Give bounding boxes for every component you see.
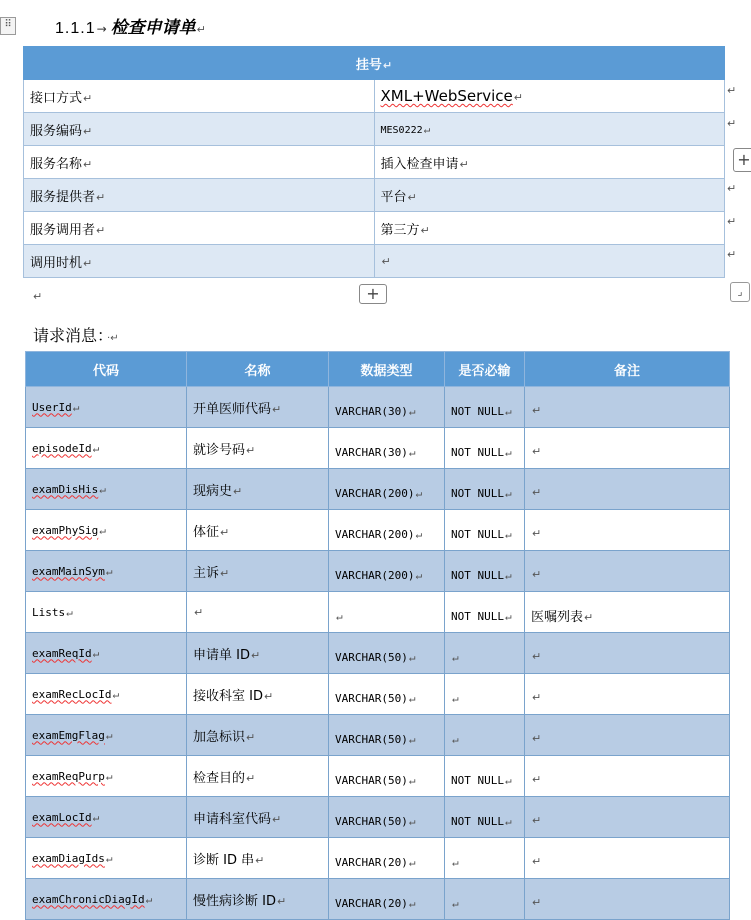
service-key-cell[interactable]: 服务调用者↵: [24, 212, 375, 245]
cell-required[interactable]: ↵: [445, 674, 525, 715]
service-key-cell[interactable]: 服务编码↵: [24, 113, 375, 146]
table-row: [26, 510, 730, 551]
cell-required[interactable]: ↵: [445, 879, 525, 920]
service-value-cell[interactable]: MES0222↵: [374, 113, 725, 146]
section-heading: [55, 16, 206, 40]
cell-note[interactable]: ↵: [525, 715, 730, 756]
cell-required[interactable]: NOT NULL↵: [445, 469, 525, 510]
cell-name[interactable]: 现病史↵: [187, 469, 329, 510]
service-value-cell[interactable]: 平台↵: [374, 179, 725, 212]
table-row: [26, 715, 730, 756]
cell-code[interactable]: examDiagIds↵: [26, 838, 187, 879]
cell-type[interactable]: ↵: [329, 592, 445, 633]
paragraph-mark: ↵: [196, 23, 206, 36]
cell-required[interactable]: ↵: [445, 715, 525, 756]
cell-note[interactable]: ↵: [525, 428, 730, 469]
cell-name[interactable]: 申请科室代码↵: [187, 797, 329, 838]
table-row: [26, 797, 730, 838]
cell-type[interactable]: VARCHAR(50)↵: [329, 715, 445, 756]
service-table-header: 挂号↵: [24, 47, 725, 80]
add-column-button[interactable]: +: [733, 148, 751, 172]
cell-required[interactable]: NOT NULL↵: [445, 387, 525, 428]
cell-type[interactable]: VARCHAR(50)↵: [329, 797, 445, 838]
table-row: [26, 428, 730, 469]
table-row: [26, 633, 730, 674]
cell-note[interactable]: ↵: [525, 838, 730, 879]
table-row: [26, 756, 730, 797]
cell-type[interactable]: VARCHAR(200)↵: [329, 510, 445, 551]
cell-name[interactable]: 申请单 ID↵: [187, 633, 329, 674]
cell-name[interactable]: 诊断 ID 串↵: [187, 838, 329, 879]
table-row: [26, 674, 730, 715]
column-header-type[interactable]: 数据类型: [329, 352, 445, 387]
cell-type[interactable]: VARCHAR(30)↵: [329, 387, 445, 428]
column-header-required[interactable]: 是否必输: [445, 352, 525, 387]
row-end-mark: ↵: [727, 248, 737, 261]
service-value-cell[interactable]: 第三方↵: [374, 212, 725, 245]
service-key-cell[interactable]: 服务名称↵: [24, 146, 375, 179]
cell-name[interactable]: 主诉↵: [187, 551, 329, 592]
cell-name[interactable]: 检查目的↵: [187, 756, 329, 797]
cell-type[interactable]: VARCHAR(50)↵: [329, 633, 445, 674]
cell-note[interactable]: ↵: [525, 879, 730, 920]
cell-note[interactable]: ↵: [525, 797, 730, 838]
table-resize-handle[interactable]: ⌟: [730, 282, 750, 302]
service-value-cell[interactable]: ↵: [374, 245, 725, 278]
table-row: [26, 592, 730, 633]
table-row: [26, 838, 730, 879]
cell-required[interactable]: NOT NULL↵: [445, 510, 525, 551]
cell-type[interactable]: VARCHAR(200)↵: [329, 551, 445, 592]
cell-code[interactable]: examChronicDiagId↵: [26, 879, 187, 920]
cell-name[interactable]: 加急标识↵: [187, 715, 329, 756]
row-end-mark: ↵: [727, 182, 737, 195]
cell-required[interactable]: NOT NULL↵: [445, 592, 525, 633]
cell-note[interactable]: 医嘱列表↵: [525, 592, 730, 633]
cell-code[interactable]: UserId↵: [26, 387, 187, 428]
cell-name[interactable]: 就诊号码↵: [187, 428, 329, 469]
table-row: [26, 879, 730, 920]
heading-title: 检查申请单: [110, 18, 196, 38]
cell-code[interactable]: examEmgFlag↵: [26, 715, 187, 756]
cell-type[interactable]: VARCHAR(30)↵: [329, 428, 445, 469]
cell-type[interactable]: VARCHAR(200)↵: [329, 469, 445, 510]
cell-name[interactable]: 体征↵: [187, 510, 329, 551]
cell-note[interactable]: ↵: [525, 510, 730, 551]
row-end-mark: ↵: [727, 117, 737, 130]
cell-required[interactable]: NOT NULL↵: [445, 797, 525, 838]
cell-type[interactable]: VARCHAR(50)↵: [329, 674, 445, 715]
cell-note[interactable]: ↵: [525, 674, 730, 715]
cell-type[interactable]: VARCHAR(20)↵: [329, 838, 445, 879]
cell-type[interactable]: VARCHAR(20)↵: [329, 879, 445, 920]
cell-code[interactable]: examReqPurp↵: [26, 756, 187, 797]
cell-code[interactable]: examRecLocId↵: [26, 674, 187, 715]
cell-code[interactable]: Lists↵: [26, 592, 187, 633]
table-row: [26, 469, 730, 510]
cell-note[interactable]: ↵: [525, 469, 730, 510]
service-value-cell[interactable]: XML+WebService↵: [374, 80, 725, 113]
tab-arrow-mark: →: [96, 22, 107, 36]
cell-type[interactable]: VARCHAR(50)↵: [329, 756, 445, 797]
column-header-name[interactable]: 名称: [187, 352, 329, 387]
add-row-button[interactable]: +: [359, 284, 387, 304]
request-message-label: 请求消息： ·↵: [33, 326, 119, 345]
cell-code[interactable]: episodeId↵: [26, 428, 187, 469]
cell-code[interactable]: examLocId↵: [26, 797, 187, 838]
cell-note[interactable]: ↵: [525, 756, 730, 797]
column-header-code[interactable]: 代码: [26, 352, 187, 387]
cell-name[interactable]: 接收科室 ID↵: [187, 674, 329, 715]
service-value-cell[interactable]: 插入检查申请↵: [374, 146, 725, 179]
cell-code[interactable]: examPhySig↵: [26, 510, 187, 551]
service-key-cell[interactable]: 调用时机↵: [24, 245, 375, 278]
cell-required[interactable]: NOT NULL↵: [445, 551, 525, 592]
paragraph-mark: ↵: [33, 290, 43, 303]
row-end-mark: ↵: [727, 215, 737, 228]
table-move-handle[interactable]: ⠿: [0, 17, 16, 35]
cell-required[interactable]: NOT NULL↵: [445, 756, 525, 797]
cell-name[interactable]: 慢性病诊断 ID↵: [187, 879, 329, 920]
service-key-cell[interactable]: 接口方式↵: [24, 80, 375, 113]
cell-required[interactable]: ↵: [445, 838, 525, 879]
table-row: [26, 551, 730, 592]
request-table: [25, 351, 730, 920]
cell-note[interactable]: ↵: [525, 551, 730, 592]
cell-required[interactable]: ↵: [445, 633, 525, 674]
heading-number: 1.1.1: [55, 20, 96, 37]
column-header-note[interactable]: 备注: [525, 352, 730, 387]
row-end-mark: ↵: [727, 84, 737, 97]
cell-note[interactable]: ↵: [525, 633, 730, 674]
cell-code[interactable]: examDisHis↵: [26, 469, 187, 510]
service-table: [23, 46, 725, 278]
cell-note[interactable]: ↵: [525, 387, 730, 428]
cell-required[interactable]: NOT NULL↵: [445, 428, 525, 469]
table-row: [26, 387, 730, 428]
cell-name[interactable]: 开单医师代码↵: [187, 387, 329, 428]
service-key-cell[interactable]: 服务提供者↵: [24, 179, 375, 212]
cell-code[interactable]: examReqId↵: [26, 633, 187, 674]
cell-name[interactable]: ↵: [187, 592, 329, 633]
cell-code[interactable]: examMainSym↵: [26, 551, 187, 592]
